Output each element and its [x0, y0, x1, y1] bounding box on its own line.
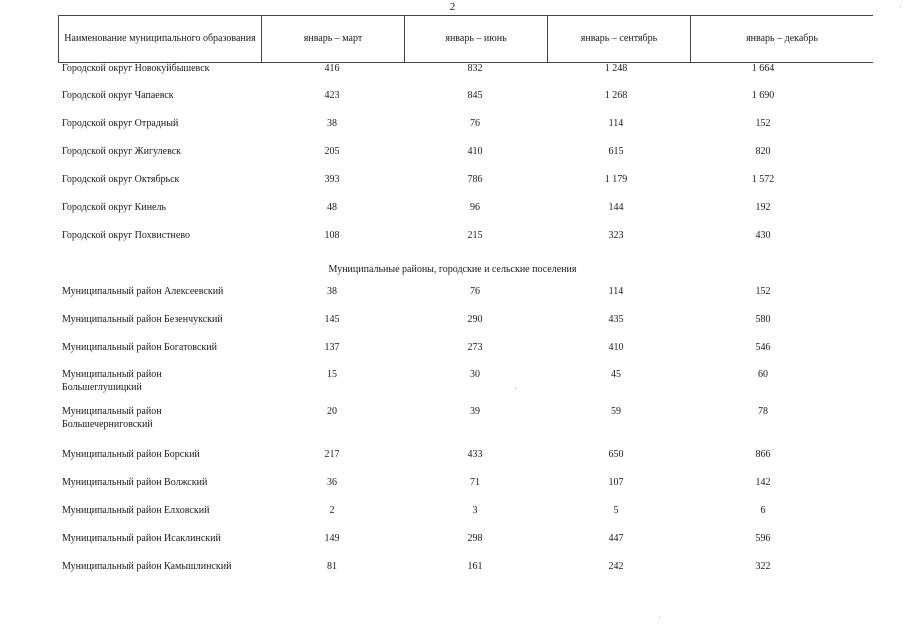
row-value-q1: 81	[327, 561, 337, 572]
row-value-h1: 76	[470, 118, 480, 129]
row-value-h1: 161	[467, 561, 483, 572]
header-h1-column: январь – июнь	[405, 16, 548, 63]
row-value-9m: 45	[611, 369, 621, 380]
row-name: Городской округ Октябрьск	[62, 174, 180, 185]
header-name-column: Наименование муниципального образования	[59, 16, 262, 63]
row-value-q1: 145	[324, 314, 340, 325]
row-name: Городской округ Новокуйбышевск	[62, 63, 210, 74]
row-name: Городской округ Жигулевск	[62, 146, 182, 157]
row-value-h1: 39	[470, 406, 480, 417]
row-value-year: 580	[755, 314, 771, 325]
row-value-h1: 290	[467, 314, 483, 325]
row-value-9m: 114	[608, 118, 624, 129]
table-header	[58, 15, 873, 63]
row-value-q1: 20	[327, 406, 337, 417]
row-value-h1: 786	[467, 174, 483, 185]
row-value-q1: 149	[324, 533, 340, 544]
row-value-year: 322	[755, 561, 771, 572]
row-value-year: 1 572	[751, 174, 775, 185]
row-value-h1: 76	[470, 286, 480, 297]
row-value-q1: 38	[327, 286, 337, 297]
row-value-year: 546	[755, 342, 771, 353]
row-name: Муниципальный район Богатовский	[62, 342, 217, 353]
row-name: Муниципальный район Волжский	[62, 477, 208, 488]
row-value-year: 1 690	[751, 90, 775, 101]
row-name: Муниципальный район Исаклинский	[62, 533, 221, 544]
header-9m-column: январь – сентябрь	[548, 16, 691, 63]
row-value-9m: 59	[611, 406, 621, 417]
row-value-q1: 205	[324, 146, 340, 157]
row-value-h1: 30	[470, 369, 480, 380]
row-value-q1: 2	[329, 505, 335, 516]
row-value-h1: 96	[470, 202, 480, 213]
row-value-9m: 323	[608, 230, 624, 241]
row-value-year: 596	[755, 533, 771, 544]
row-value-9m: 650	[608, 449, 624, 460]
row-value-9m: 410	[608, 342, 624, 353]
row-value-9m: 615	[608, 146, 624, 157]
row-value-q1: 416	[324, 63, 340, 74]
row-value-year: 78	[758, 406, 768, 417]
row-value-year: 142	[755, 477, 771, 488]
row-name: Муниципальный район Большечерниговский	[62, 406, 162, 430]
row-value-h1: 3	[472, 505, 478, 516]
row-value-9m: 1 179	[604, 174, 628, 185]
row-value-year: 866	[755, 449, 771, 460]
row-name: Городской округ Чапаевск	[62, 90, 174, 101]
row-value-q1: 137	[324, 342, 340, 353]
row-name: Муниципальный район Борский	[62, 449, 200, 460]
page-number: 2	[449, 1, 456, 13]
row-name: Муниципальный район Алексеевский	[62, 286, 224, 297]
row-value-h1: 215	[467, 230, 483, 241]
row-value-q1: 38	[327, 118, 337, 129]
row-value-9m: 107	[608, 477, 624, 488]
row-value-9m: 144	[608, 202, 624, 213]
row-value-h1: 71	[470, 477, 480, 488]
row-value-year: 430	[755, 230, 771, 241]
row-name: Муниципальный район Большеглушицкий	[62, 369, 162, 393]
row-value-h1: 298	[467, 533, 483, 544]
row-value-9m: 435	[608, 314, 624, 325]
row-name: Муниципальный район Камышлинский	[62, 561, 232, 572]
row-value-h1: 845	[467, 90, 483, 101]
row-value-q1: 108	[324, 230, 340, 241]
row-value-year: 60	[758, 369, 768, 380]
row-value-year: 1 664	[751, 63, 775, 74]
row-value-q1: 217	[324, 449, 340, 460]
row-value-year: 152	[755, 286, 771, 297]
row-value-year: 152	[755, 118, 771, 129]
scan-speck	[900, 6, 901, 7]
row-value-h1: 832	[467, 63, 483, 74]
header-year-column: январь – декабрь	[691, 16, 874, 63]
row-name: Городской округ Отрадный	[62, 118, 179, 129]
scan-speck	[515, 388, 516, 389]
row-value-q1: 393	[324, 174, 340, 185]
row-value-q1: 423	[324, 90, 340, 101]
row-value-9m: 5	[613, 505, 619, 516]
row-value-q1: 36	[327, 477, 337, 488]
row-value-h1: 433	[467, 449, 483, 460]
row-name: Муниципальный район Безенчукский	[62, 314, 223, 325]
row-name: Городской округ Кинель	[62, 202, 167, 213]
row-value-9m: 1 248	[604, 63, 628, 74]
row-value-year: 6	[760, 505, 766, 516]
row-value-h1: 410	[467, 146, 483, 157]
row-value-q1: 15	[327, 369, 337, 380]
row-value-year: 192	[755, 202, 771, 213]
row-value-year: 820	[755, 146, 771, 157]
row-value-9m: 114	[608, 286, 624, 297]
scan-speck	[659, 617, 660, 618]
row-value-q1: 48	[327, 202, 337, 213]
row-value-h1: 273	[467, 342, 483, 353]
row-value-9m: 242	[608, 561, 624, 572]
section-title: Муниципальные районы, городские и сельские поселения	[328, 264, 577, 275]
row-name: Муниципальный район Елховский	[62, 505, 210, 516]
header-q1-column: январь – март	[262, 16, 405, 63]
row-value-9m: 1 268	[604, 90, 628, 101]
row-name: Городской округ Похвистнево	[62, 230, 190, 241]
row-value-9m: 447	[608, 533, 624, 544]
